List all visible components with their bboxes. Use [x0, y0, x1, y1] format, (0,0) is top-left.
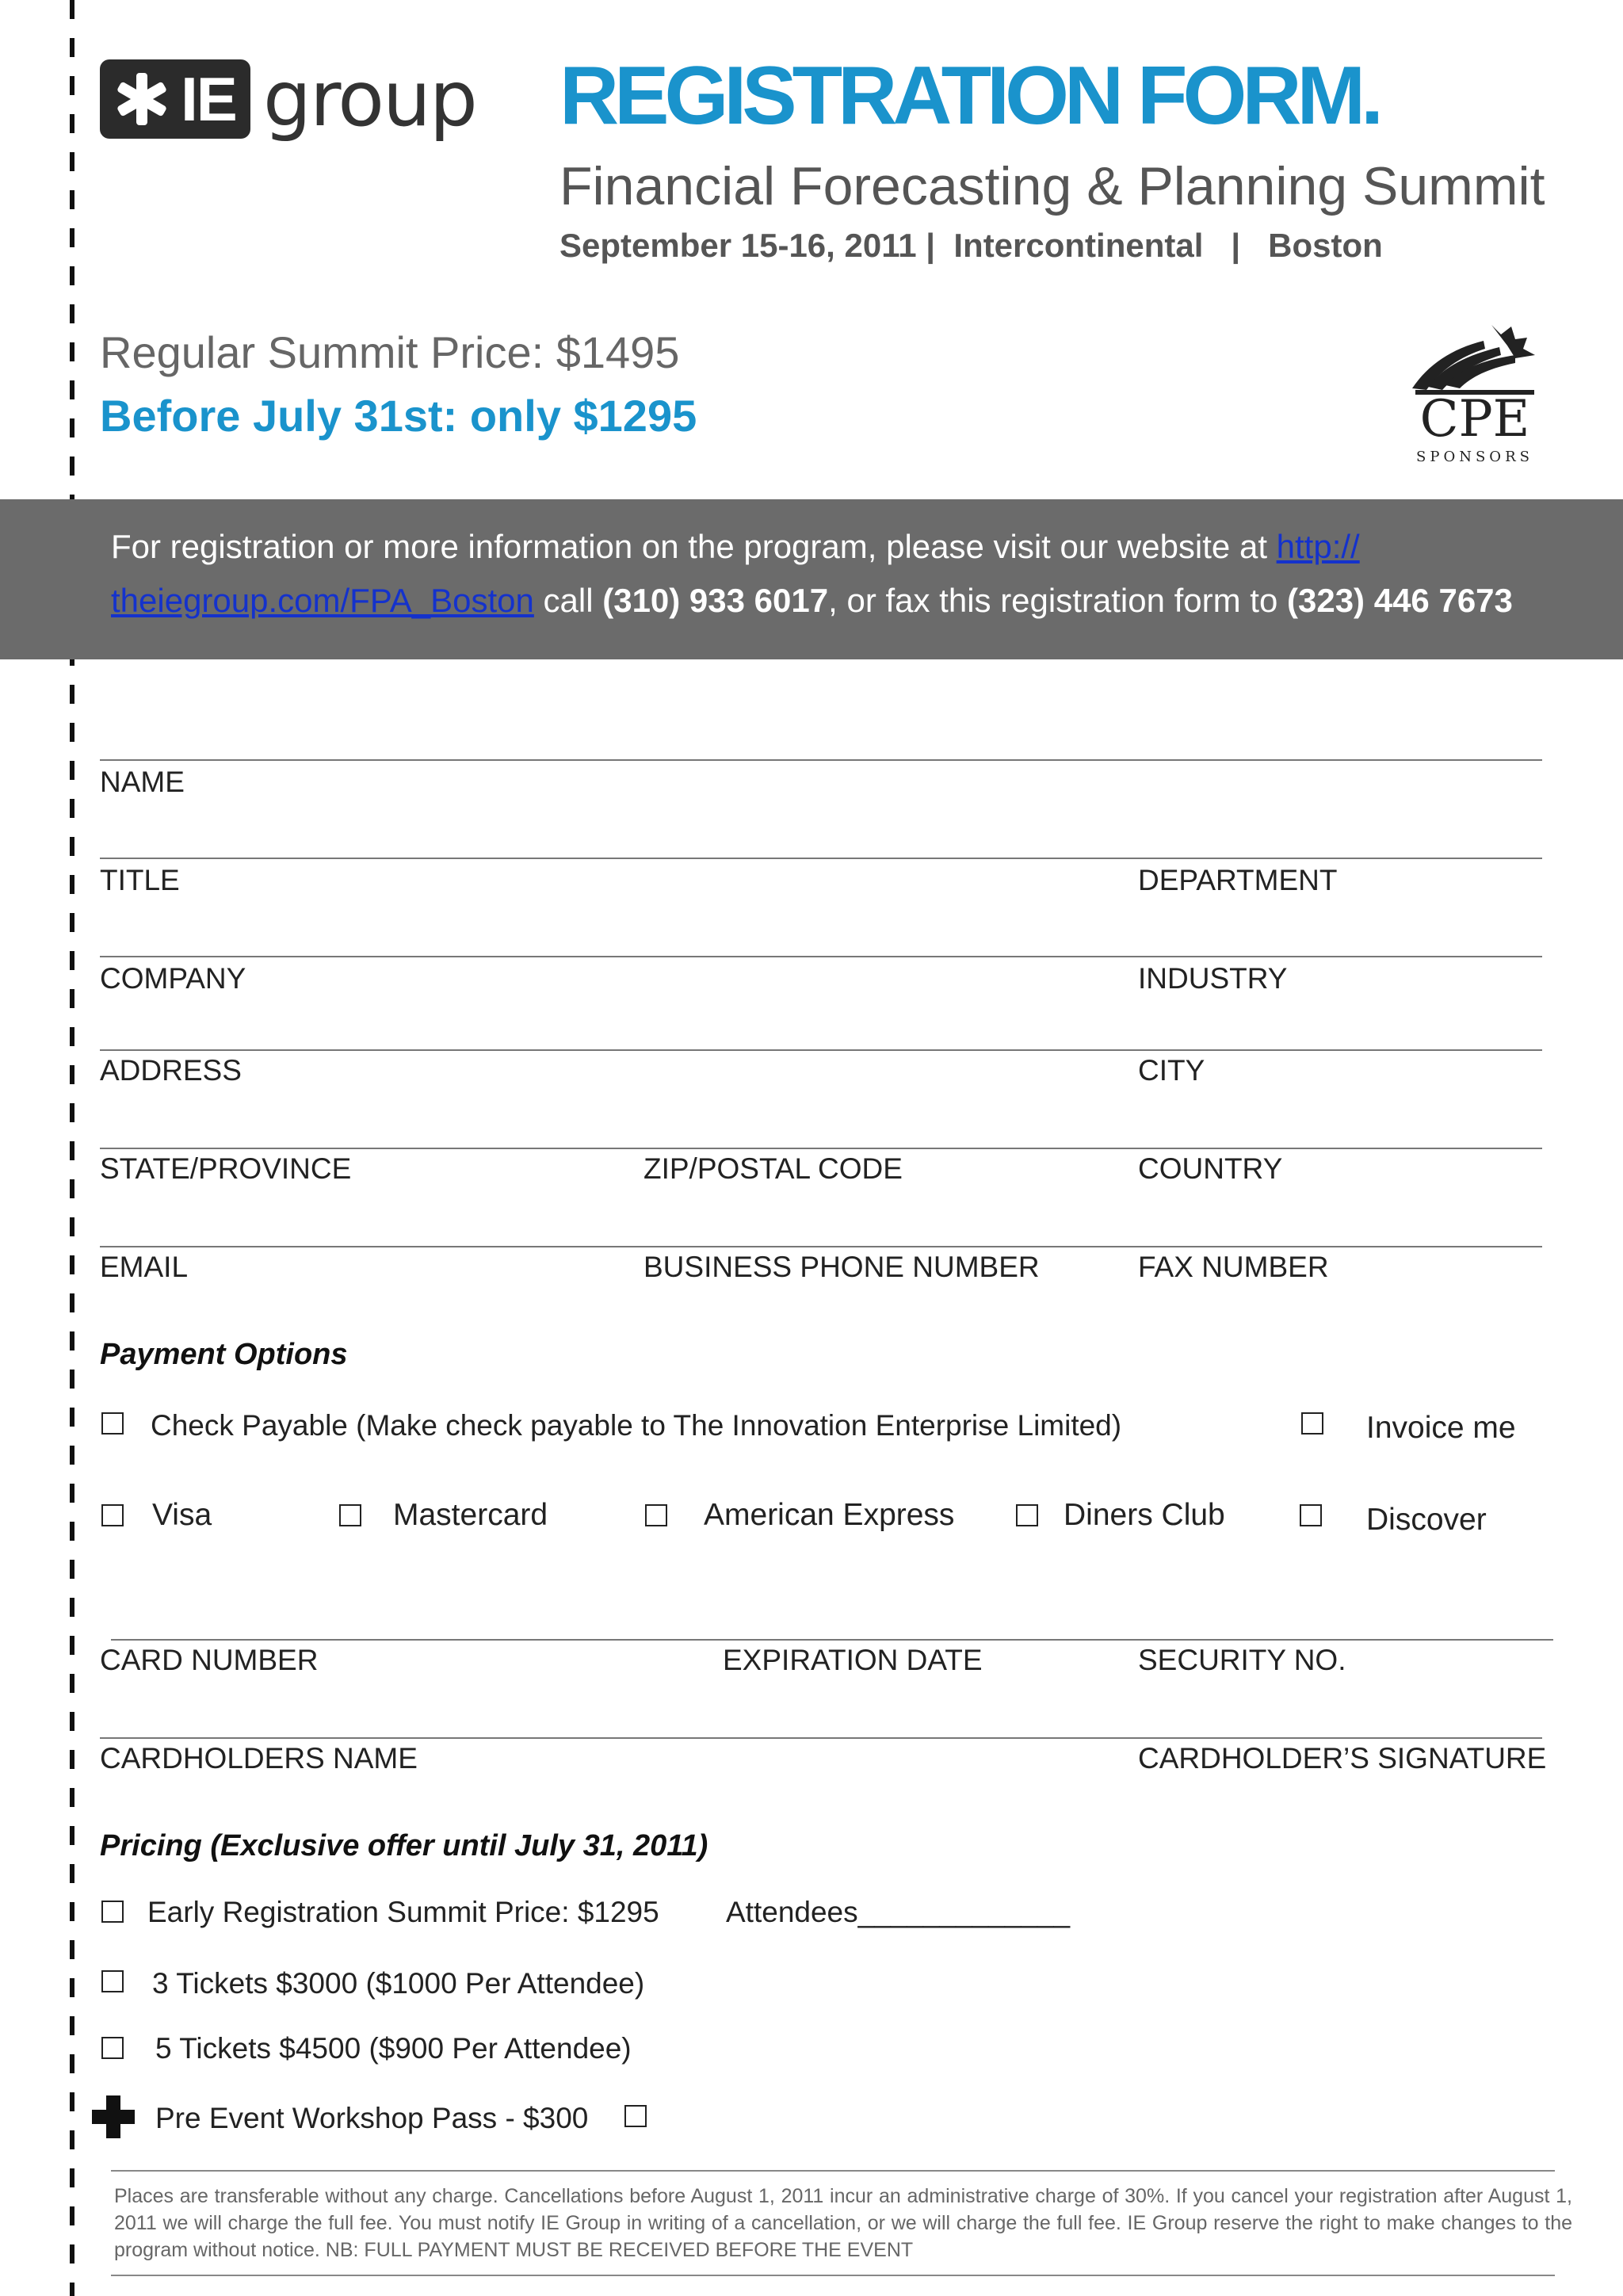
address-line[interactable] [100, 1049, 1542, 1051]
regular-price: Regular Summit Price: $1495 [100, 327, 680, 377]
early-price: Before July 31st: only $1295 [100, 391, 697, 441]
visa-checkbox[interactable] [101, 1504, 124, 1526]
name-line[interactable] [100, 759, 1542, 761]
event-title: Financial Forecasting & Planning Summit [559, 156, 1545, 216]
payment-heading: Payment Options [100, 1338, 348, 1371]
workshop-label: Pre Event Workshop Pass - $300 [155, 2102, 589, 2134]
page-title: REGISTRATION FORM. [559, 50, 1380, 142]
fax-number: (323) 446 7673 [1287, 582, 1513, 619]
company-line[interactable] [100, 956, 1542, 957]
three-tickets-label: 3 Tickets $3000 ($1000 Per Attendee) [152, 1967, 645, 2000]
cut-line [70, 0, 74, 2296]
title-line[interactable] [100, 858, 1542, 859]
asterisk-icon [114, 71, 170, 127]
state-label: STATE/PROVINCE [100, 1152, 352, 1185]
company-label: COMPANY [100, 962, 246, 995]
early-registration-checkbox[interactable] [101, 1901, 124, 1923]
attendees-field[interactable]: Attendees_____________ [726, 1896, 1071, 1928]
cpe-text: CPE [1419, 390, 1530, 449]
expiration-label: EXPIRATION DATE [723, 1644, 983, 1676]
email-label: EMAIL [100, 1251, 189, 1283]
five-tickets-label: 5 Tickets $4500 ($900 Per Attendee) [155, 2032, 632, 2065]
title-label: TITLE [100, 864, 180, 896]
phone-number: (310) 933 6017 [602, 582, 829, 619]
state-line[interactable] [100, 1148, 1542, 1149]
ie-group-logo [100, 55, 476, 143]
footer-bottom-rule [111, 2275, 1555, 2276]
business-phone-label: BUSINESS PHONE NUMBER [643, 1251, 1040, 1283]
card-number-line[interactable] [111, 1639, 1553, 1641]
city-label: CITY [1138, 1054, 1205, 1087]
pricing-heading: Pricing (Exclusive offer until July 31, 2011) [100, 1829, 708, 1862]
name-label: NAME [100, 766, 185, 798]
diners-label: Diners Club [1064, 1498, 1225, 1532]
cardholder-line[interactable] [100, 1737, 1542, 1739]
link-part-2: theiegroup.com/FPA_Boston [111, 582, 534, 619]
email-line[interactable] [100, 1246, 1542, 1247]
mastercard-checkbox[interactable] [339, 1504, 361, 1526]
three-tickets-checkbox[interactable] [101, 1970, 124, 1992]
logo-badge [100, 59, 250, 139]
discover-checkbox[interactable] [1300, 1504, 1322, 1526]
department-label: DEPARTMENT [1138, 864, 1338, 896]
cardholder-name-label: CARDHOLDERS NAME [100, 1742, 418, 1775]
diners-checkbox[interactable] [1016, 1504, 1038, 1526]
banner-fax-text: , or fax this registration form to [828, 582, 1287, 619]
security-label: SECURITY NO. [1138, 1644, 1346, 1676]
workshop-checkbox[interactable] [624, 2105, 647, 2127]
five-tickets-checkbox[interactable] [101, 2037, 124, 2059]
check-checkbox[interactable] [101, 1412, 124, 1435]
invoice-checkbox[interactable] [1301, 1412, 1323, 1435]
link-part-1: http:// [1276, 528, 1360, 565]
banner-call: call [533, 582, 603, 619]
check-label: Check Payable (Make check payable to The Innovation Enterprise Limited) [151, 1409, 1122, 1442]
visa-label: Visa [152, 1498, 212, 1532]
country-label: COUNTRY [1138, 1152, 1283, 1185]
cpe-sponsors-text: SPONSORS [1416, 449, 1533, 465]
zip-label: ZIP/POSTAL CODE [643, 1152, 903, 1185]
logo-ie-text: IE [181, 63, 236, 134]
amex-label: American Express [704, 1498, 955, 1532]
footer-top-rule [111, 2170, 1555, 2172]
plus-icon [89, 2092, 138, 2141]
mastercard-label: Mastercard [393, 1498, 548, 1532]
address-label: ADDRESS [100, 1054, 242, 1087]
early-registration-label: Early Registration Summit Price: $1295 [147, 1896, 659, 1928]
amex-checkbox[interactable] [645, 1504, 667, 1526]
card-number-label: CARD NUMBER [100, 1644, 319, 1676]
logo-group-text: group [263, 55, 476, 143]
cpe-sponsor-logo [1396, 317, 1547, 468]
banner-intro: For registration or more information on the program, please visit our website at [111, 528, 1277, 565]
discover-label: Discover [1366, 1503, 1487, 1537]
invoice-label: Invoice me [1366, 1411, 1516, 1445]
signature-label: CARDHOLDER’S SIGNATURE [1138, 1742, 1547, 1775]
fax-number-label: FAX NUMBER [1138, 1251, 1329, 1283]
terms-text: Places are transferable without any charge. Cancellations before August 1, 2011 incur an administrative charge of 30%. If you cancel your registration after August 1, 2011 we will charge the full fee. You must notify IE Group in writing of a cancellation, or we will charge the full fee. IE Group reserve the right to make changes to the program without notice. NB: FULL PAYMENT MUST BE RECEIVED BEFORE THE EVENT [114, 2185, 1572, 2261]
industry-label: INDUSTRY [1138, 962, 1288, 995]
event-details: September 15-16, 2011 | Intercontinental | Boston [559, 227, 1383, 264]
banner-text [111, 520, 1601, 628]
